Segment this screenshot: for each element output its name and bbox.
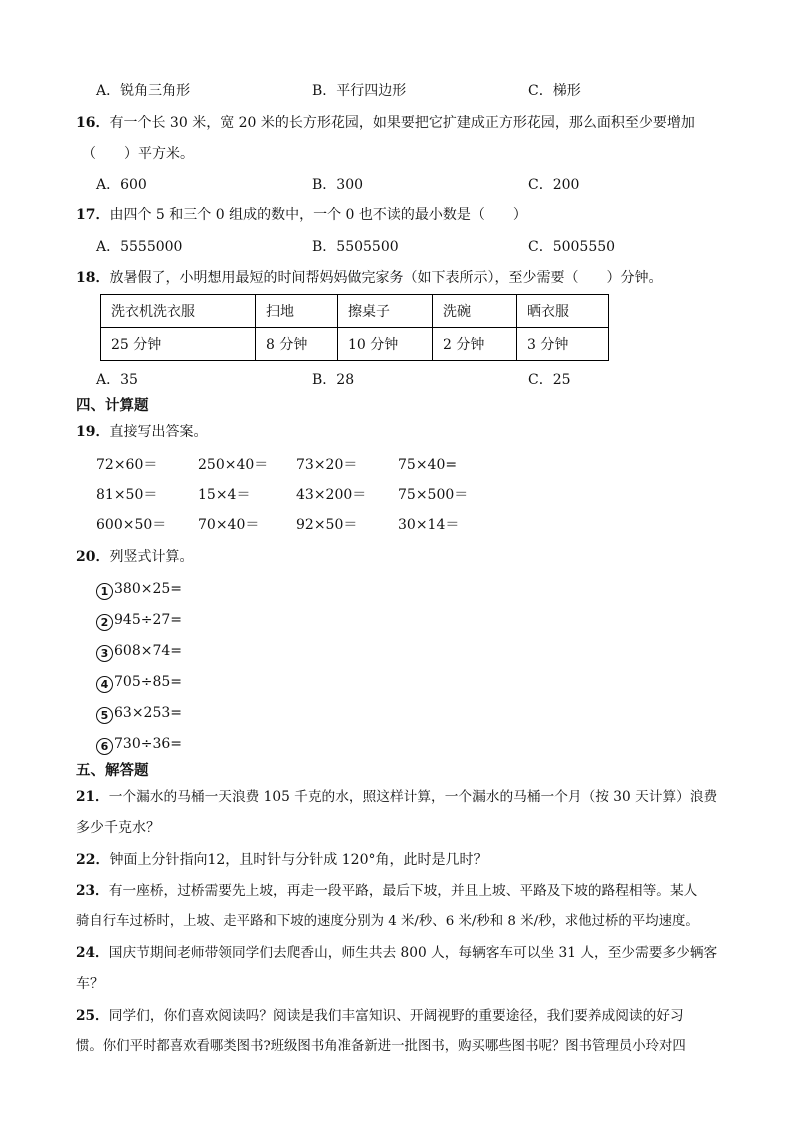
- q18-text: 放暑假了，小明想用最短的时间帮妈妈做完家务（如下表所示），至少需要（ ）分钟。: [109, 270, 663, 286]
- q20-circled-number: 4: [96, 676, 113, 693]
- q16-option-a: A．600: [96, 177, 147, 193]
- q19-expr: 43×200＝: [296, 487, 367, 503]
- q20-expression: 608×74=: [114, 643, 182, 659]
- chores-value-cell: 25 分钟: [101, 328, 256, 361]
- q18-option-b: B．28: [312, 372, 355, 388]
- chores-header-cell: 洗衣机洗衣服: [101, 295, 256, 328]
- q25-number: 25．: [76, 1008, 109, 1024]
- chores-header-cell: 晒衣服: [517, 295, 609, 328]
- q22-line: [76, 851, 487, 869]
- q19-text: 直接写出答案。: [109, 424, 208, 440]
- q15-option-b: B．平行四边形: [312, 83, 407, 99]
- q19-line: [76, 423, 207, 441]
- q18-option-c: C．25: [528, 372, 571, 388]
- q25-line2: 惯。你们平时都喜欢看哪类图书?班级图书角准备新进一批图书，购买哪些图书呢？图书管理员小玲对四: [76, 1039, 686, 1054]
- chores-value-row: [101, 328, 609, 361]
- q19-number: 19．: [76, 424, 110, 440]
- q20-line: [76, 548, 193, 566]
- q20-item: [96, 580, 182, 600]
- q25-text: 同学们，你们喜欢阅读吗？阅读是我们丰富知识、开阔视野的重要途径，我们要养成阅读的好习: [108, 1008, 684, 1024]
- q20-circled-number: 6: [96, 738, 113, 755]
- q17-number: 17．: [76, 207, 110, 223]
- chores-value-cell: 8 分钟: [256, 328, 338, 361]
- q22-number: 22．: [76, 852, 110, 868]
- chores-table: [100, 294, 609, 361]
- q19-expr: 92×50＝: [296, 517, 358, 533]
- q21-line1: [76, 788, 717, 806]
- chores-header-cell: 扫地: [256, 295, 338, 328]
- q20-expression: 730÷36=: [114, 736, 182, 752]
- q19-expr: 72×60＝: [96, 457, 158, 473]
- q22-text: 钟面上分针指向12，且时针与分针成 120°角，此时是几时？: [109, 852, 488, 868]
- q25-line1: [76, 1007, 684, 1025]
- q20-circled-number: 1: [96, 583, 113, 600]
- q20-circled-number: 2: [96, 614, 113, 631]
- q16-line2: （ ）平方米。: [82, 146, 194, 162]
- q18-option-a: A．35: [96, 372, 138, 388]
- q20-item: [96, 704, 182, 724]
- chores-header-cell: 洗碗: [433, 295, 517, 328]
- q18-number: 18．: [76, 270, 110, 286]
- q21-text: 一个漏水的马桶一天浪费 105 千克的水，照这样计算，一个漏水的马桶一个月（按 30 天计算）浪费: [108, 789, 718, 805]
- q23-line2: 骑自行车过桥时，上坡、走平路和下坡的速度分别为 4 米/秒、6 米/秒和 8 米/秒，求他过桥的平均速度。: [76, 914, 699, 929]
- q19-expr: 75×40=: [398, 457, 458, 473]
- q20-expression: 705÷85=: [114, 674, 182, 690]
- q19-expr: 600×50＝: [96, 517, 167, 533]
- q23-line1: [76, 882, 697, 900]
- q20-item: [96, 611, 182, 631]
- q16-line1: [76, 114, 695, 132]
- q17-line: [76, 206, 527, 224]
- q16-option-b: B．300: [312, 177, 364, 193]
- q20-item: [96, 673, 182, 693]
- q23-number: 23．: [76, 883, 109, 899]
- section-4-title: 四、计算题: [76, 398, 149, 414]
- q18-line: [76, 269, 662, 287]
- q20-text: 列竖式计算。: [109, 549, 194, 565]
- q20-expression: 380×25=: [114, 581, 182, 597]
- q17-text: 由四个 5 和三个 0 组成的数中，一个 0 也不读的最小数是（ ）: [109, 207, 527, 223]
- q19-expr: 81×50＝: [96, 487, 158, 503]
- chores-value-cell: 3 分钟: [517, 328, 609, 361]
- q19-expr: 70×40＝: [198, 517, 260, 533]
- q16-number: 16．: [76, 115, 110, 131]
- q20-number: 20．: [76, 549, 110, 565]
- chores-value-cell: 10 分钟: [338, 328, 433, 361]
- q20-item: [96, 735, 182, 755]
- q19-expr: 75×500＝: [398, 487, 469, 503]
- section-5-title: 五、解答题: [76, 763, 149, 779]
- q16-text: 有一个长 30 米，宽 20 米的长方形花园，如果要把它扩建成正方形花园，那么面积至少要增加: [109, 115, 695, 131]
- q17-option-a: A．5555000: [96, 239, 183, 255]
- q17-option-b: B．5505500: [312, 239, 399, 255]
- chores-header-cell: 擦桌子: [338, 295, 433, 328]
- q20-circled-number: 3: [96, 645, 113, 662]
- q20-circled-number: 5: [96, 707, 113, 724]
- q24-line1: [76, 944, 717, 962]
- q19-expr: 15×4＝: [198, 487, 251, 503]
- q24-number: 24．: [76, 945, 109, 961]
- q23-text: 有一座桥，过桥需要先上坡，再走一段平路，最后下坡，并且上坡、平路及下坡的路程相等。某人: [108, 883, 698, 899]
- q24-text: 国庆节期间老师带领同学们去爬香山，师生共去 800 人，每辆客车可以坐 31 人，至少需要多少辆客: [108, 945, 718, 961]
- q20-expression: 945÷27=: [114, 612, 182, 628]
- q16-option-c: C．200: [528, 177, 580, 193]
- q19-expr: 30×14＝: [398, 517, 460, 533]
- q15-option-c: C．梯形: [528, 83, 581, 99]
- q21-number: 21．: [76, 789, 109, 805]
- q19-expr: 250×40＝: [198, 457, 269, 473]
- q19-expr: 73×20＝: [296, 457, 358, 473]
- q21-line2: 多少千克水？: [76, 820, 160, 836]
- chores-header-row: [101, 295, 609, 328]
- q17-option-c: C．5005550: [528, 239, 616, 255]
- q20-item: [96, 642, 182, 662]
- q15-option-a: A．锐角三角形: [96, 83, 191, 99]
- q20-expression: 63×253=: [114, 705, 182, 721]
- chores-value-cell: 2 分钟: [433, 328, 517, 361]
- q24-line2: 车？: [76, 976, 104, 992]
